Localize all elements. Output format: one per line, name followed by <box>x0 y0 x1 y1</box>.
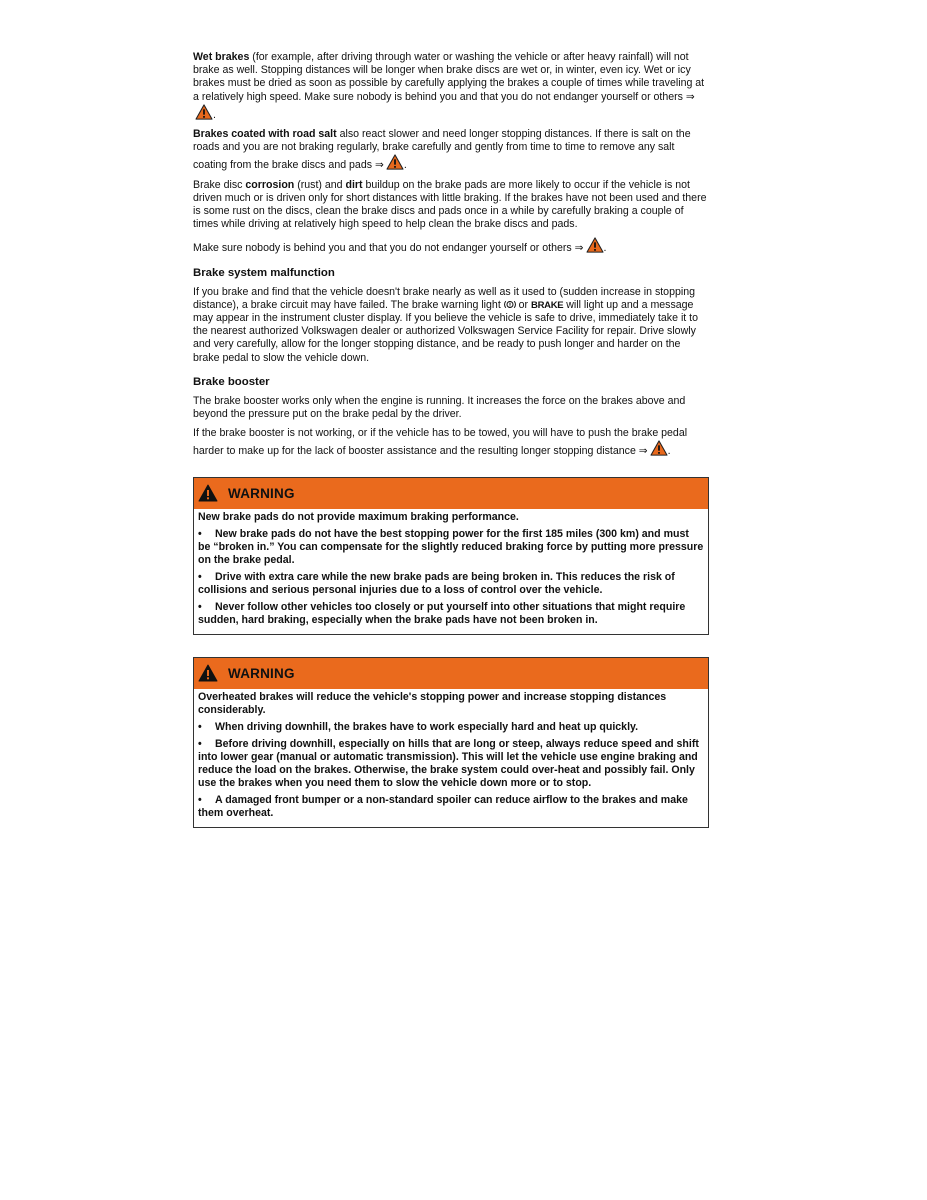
booster-end: . <box>667 445 671 458</box>
road-salt-text: also react slower and need longer stopping distances. If there is salt on the roads and you are not braking regularly, brake carefully and gently from time to time to remove any salt coating from the brake discs and pads ⇒ <box>193 128 691 172</box>
warning-body <box>194 509 708 634</box>
warning-title: WARNING <box>228 485 295 501</box>
malfunction-a: If you brake and find that the vehicle doesn't brake nearly as well as it used to (sudden increase in stopping distance), a brake circuit may have failed. The brake warning light <box>193 285 695 311</box>
warning-title: WARNING <box>228 665 295 681</box>
wet-brakes-lead: Wet brakes <box>193 51 250 63</box>
warning-triangle-icon <box>195 104 213 120</box>
booster-paragraph-2 <box>193 427 709 458</box>
brake-warning-light-icon <box>504 300 516 309</box>
warning-intro: New brake pads do not provide maximum braking performance. <box>198 510 519 523</box>
endanger-end: . <box>603 242 607 255</box>
brake-malfunction-heading: Brake system malfunction <box>193 266 335 279</box>
warning-item: • A damaged front bumper or a non-standard spoiler can reduce airflow to the brakes and make them overheat. <box>198 793 688 819</box>
wet-brakes-end: . <box>213 108 216 121</box>
corrosion-c: (rust) and <box>294 178 346 191</box>
endanger-paragraph <box>193 237 709 255</box>
warning-box-brake-pads <box>193 477 709 635</box>
warning-triangle-icon <box>198 664 218 682</box>
corrosion-d: dirt <box>345 178 363 191</box>
corrosion-a: Brake disc <box>193 178 246 191</box>
warning-triangle-icon <box>586 237 604 253</box>
warning-item: • When driving downhill, the brakes have to work especially hard and heat up quickly. <box>198 720 639 733</box>
malfunction-paragraph <box>193 286 709 365</box>
warning-triangle-icon <box>650 440 668 456</box>
malfunction-c: will light up and a message may appear in the instrument cluster display. If you believe the vehicle is safe to drive, immediately take it to the nearest authorized Volkswagen dealer or authorized Volkswagen Service Facility for repair. Drive slowly and very carefully, allow for the longer stopping distance, and be ready to push longer and harder on the brake pedal to slow the vehicle down. <box>193 298 699 364</box>
wet-brakes-text: (for example, after driving through water or washing the vehicle or after heavy rainfall) will not brake as well. Stopping distances will be longer when brake discs are wet or, in winter, even icy. Wet or icy brakes must be dried as soon as possible by carefully applying the brakes a couple of times while traveling at a relatively high speed. Make sure nobody is behind you and that you do not endanger yourself or others ⇒ <box>193 51 705 103</box>
warning-intro: Overheated brakes will reduce the vehicle's stopping power and increase stopping distances considerably. <box>198 690 667 716</box>
road-salt-end: . <box>403 159 407 172</box>
malfunction-b: or <box>515 298 532 311</box>
booster-paragraph-1: The brake booster works only when the engine is running. It increases the force on the brakes above and beyond the pressure put on the brake pedal by the driver. <box>193 394 686 421</box>
warning-header <box>194 658 708 689</box>
warning-triangle-icon <box>386 154 404 170</box>
corrosion-b: corrosion <box>245 178 295 191</box>
warning-triangle-icon <box>198 484 218 502</box>
brake-indicator-text: BRAKE <box>531 299 564 311</box>
warning-box-overheated <box>193 657 709 828</box>
warning-item: • Never follow other vehicles too closely or put yourself into other situations that might require sudden, hard braking, especially when the brake pads have not been broken in. <box>198 600 686 626</box>
booster-text: If the brake booster is not working, or if the vehicle has to be towed, you will have to push the brake pedal harder to make up for the lack of booster assistance and the resulting longer stopping distance ⇒ <box>193 427 688 458</box>
warning-item: • New brake pads do not have the best stopping power for the first 185 miles (300 km) and must be “broken in.” You can compensate for the slightly reduced braking force by putting more pressure on the brake pedal. <box>198 527 704 566</box>
road-salt-lead: Brakes coated with road salt <box>193 128 337 141</box>
wet-brakes-paragraph <box>193 51 709 122</box>
corrosion-paragraph <box>193 179 709 232</box>
road-salt-paragraph <box>193 128 709 173</box>
warning-body <box>194 689 708 827</box>
warning-header <box>194 478 708 509</box>
warning-item: • Drive with extra care while the new brake pads are being broken in. This reduces the risk of collisions and serious personal injuries due to a loss of control over the vehicle. <box>198 570 675 596</box>
content-column <box>193 51 709 828</box>
corrosion-e: buildup on the brake pads are more likely to occur if the vehicle is not driven much or is driven only for short distances with little braking. If the brakes have not been used and there is some rust on the discs, clean the brake discs and pads once in a while by carefully braking a couple of times while driving at relatively high speed to help clean the brake discs and pads. <box>193 178 707 231</box>
brake-booster-heading: Brake booster <box>193 375 270 388</box>
warning-item: • Before driving downhill, especially on hills that are long or steep, always reduce speed and shift into lower gear (manual or automatic transmission). This will let the vehicle use engine braking and reduce the load on the brakes. Otherwise, the brake system could over-heat and possibly fail. Only use the brakes when you need them to slow the vehicle down more or to stop. <box>198 737 699 789</box>
endanger-text: Make sure nobody is behind you and that you do not endanger yourself or others ⇒ <box>193 242 584 255</box>
